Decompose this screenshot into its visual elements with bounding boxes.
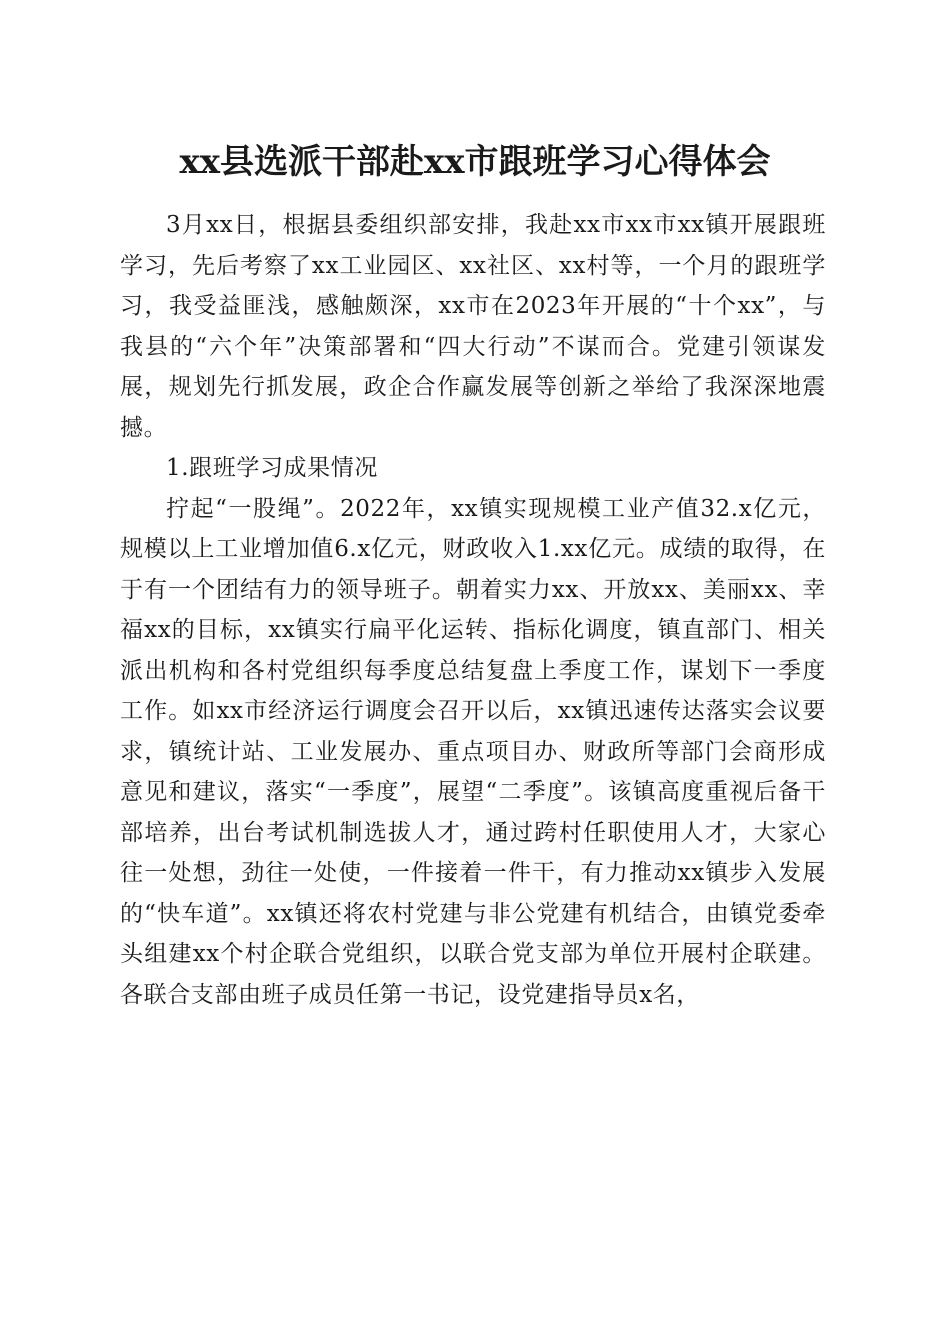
intro-paragraph: 3月xx日，根据县委组织部安排，我赴xx市xx市xx镇开展跟班学习，先后考察了xx工业园区、xx社区、xx村等，一个月的跟班学习，我受益匪浅，感触颇深，xx市在2023年开展的“十个xx”，与我县的“六个年”决策部署和“四大行动”不谋而合。党建引领谋发展，规划先行抓发展，政企合作赢发展等创新之举给了我深深地震撼。: [120, 212, 826, 441]
document-body: [120, 205, 826, 1015]
document-title: xx县选派干部赴xx市跟班学习心得体会: [179, 142, 771, 182]
body-paragraph: 拧起“一股绳”。2022年，xx镇实现规模工业产值32.x亿元，规模以上工业增加值6.x亿元，财政收入1.xx亿元。成绩的取得，在于有一个团结有力的领导班子。朝着实力xx、开放xx、美丽xx、幸福xx的目标，xx镇实行扁平化运转、指标化调度，镇直部门、相关派出机构和各村党组织每季度总结复盘上季度工作，谋划下一季度工作。如xx市经济运行调度会召开以后，xx镇迅速传达落实会议要求，镇统计站、工业发展办、重点项目办、财政所等部门会商形成意见和建议，落实“一季度”，展望“二季度”。该镇高度重视后备干部培养，出台考试机制选拔人才，通过跨村任职使用人才，大家心往一处想，劲往一处使，一件接着一件干，有力推动xx镇步入发展的“快车道”。xx镇还将农村党建与非公党建有机结合，由镇党委牵头组建xx个村企联合党组织，以联合党支部为单位开展村企联建。各联合支部由班子成员任第一书记，设党建指导员x名，: [120, 495, 826, 1008]
section-heading: 1.跟班学习成果情况: [166, 455, 378, 481]
